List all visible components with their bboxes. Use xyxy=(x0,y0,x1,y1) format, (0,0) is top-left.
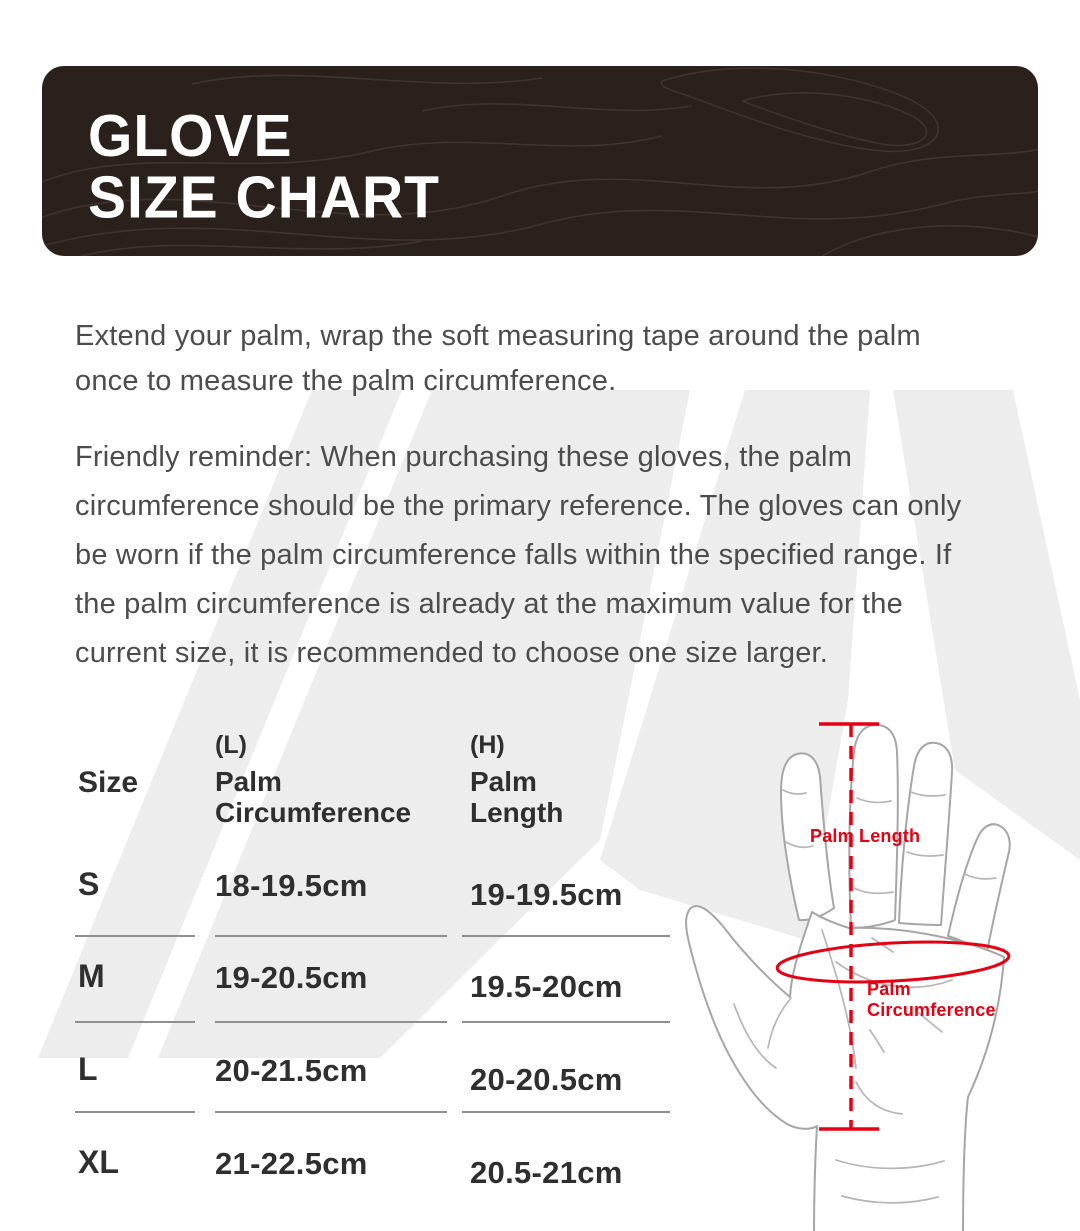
row-divider xyxy=(215,1021,447,1023)
palm-circumference-s: 18-19.5cm xyxy=(215,868,368,903)
palm-length-m: 19.5-20cm xyxy=(470,969,623,1004)
column-header-palm-length: Palm Length xyxy=(470,766,564,828)
row-divider xyxy=(462,1021,670,1023)
palm-length-annotation: Palm Length xyxy=(810,826,921,846)
palm-length-l: 20-20.5cm xyxy=(470,1062,623,1097)
header-banner xyxy=(42,66,1038,256)
column-header-size: Size xyxy=(78,766,139,799)
page-title-line1: GLOVE xyxy=(88,102,293,170)
palm-length-xl: 20.5-21cm xyxy=(470,1155,623,1190)
palm-circumference-m: 19-20.5cm xyxy=(215,960,368,995)
size-label-s: S xyxy=(78,866,100,902)
row-divider xyxy=(462,1111,670,1113)
column-tag-h: (H) xyxy=(470,731,505,759)
palm-length-s: 19-19.5cm xyxy=(470,877,623,912)
column-tag-l: (L) xyxy=(215,731,247,759)
row-divider xyxy=(75,1111,195,1113)
column-header-palm-circumference: Palm Circumference xyxy=(215,766,412,828)
size-label-l: L xyxy=(78,1051,98,1087)
measuring-instructions: Extend your palm, wrap the soft measuring tape around the palm once to measure the palm circumference. xyxy=(75,320,921,397)
palm-circumference-l: 20-21.5cm xyxy=(215,1053,368,1088)
page-title xyxy=(88,102,440,231)
hand-illustration xyxy=(660,690,1080,1231)
row-divider xyxy=(215,935,447,937)
pinky-finger xyxy=(948,824,1010,952)
row-divider xyxy=(75,935,195,937)
size-label-xl: XL xyxy=(78,1144,119,1180)
friendly-reminder: Friendly reminder: When purchasing these gloves, the palm circumference should be the primary reference. The gloves can only be worn if the palm circumference falls within the specified range. If the palm circumference is already at the maximum value for the current size, it is recommended to choose one size larger. xyxy=(75,441,962,669)
row-divider xyxy=(215,1111,447,1113)
page-title-line2: SIZE CHART xyxy=(88,164,440,231)
row-divider xyxy=(462,935,670,937)
size-label-m: M xyxy=(78,958,105,994)
palm-circumference-xl: 21-22.5cm xyxy=(215,1146,368,1181)
row-divider xyxy=(75,1021,195,1023)
palm-and-thumb xyxy=(686,906,1004,1231)
palm-circumference-annotation: Palm Circumference xyxy=(867,979,996,1020)
